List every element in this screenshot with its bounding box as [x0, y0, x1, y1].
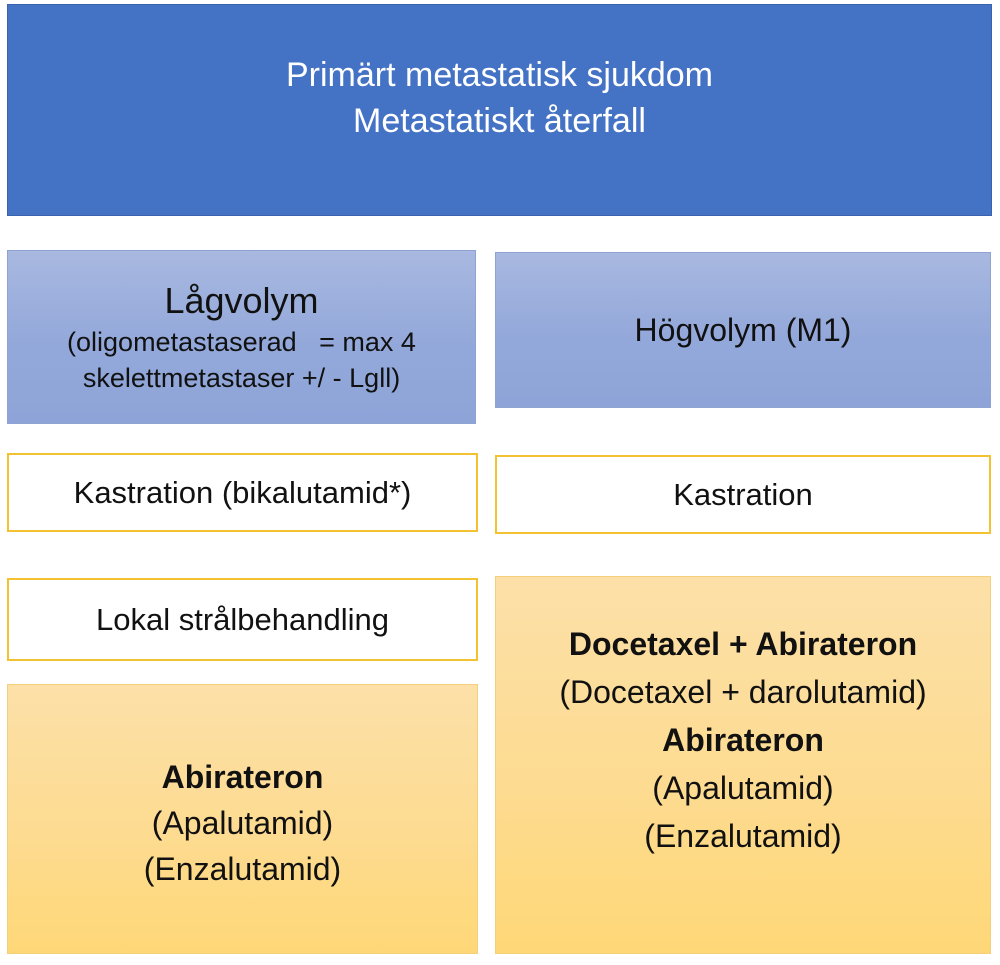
treatment-left-alt-1: (Apalutamid)	[151, 805, 334, 841]
header-box	[7, 4, 992, 216]
low-volume-detail-2: skelettmetastaser +/ - Lgll)	[82, 363, 401, 393]
treatment-right-primary-2: Abirateron	[662, 722, 824, 758]
high-volume-box	[495, 252, 991, 408]
low-volume-detail-1: (oligometastaserad = max 4	[67, 327, 416, 357]
treatment-left-box	[7, 684, 478, 954]
low-volume-box	[7, 250, 476, 424]
low-volume-title: Lågvolym	[164, 280, 319, 321]
radiotherapy-box	[7, 578, 478, 661]
treatment-right-primary-1: Docetaxel + Abirateron	[568, 626, 918, 662]
treatment-right-box	[495, 576, 991, 954]
treatment-left-alt-2: (Enzalutamid)	[143, 851, 342, 887]
castration-right-box	[495, 455, 991, 534]
treatment-right-alt-3: (Enzalutamid)	[644, 818, 842, 854]
radiotherapy-label: Lokal strålbehandling	[96, 601, 389, 637]
castration-left-box	[7, 453, 478, 532]
treatment-right-alt-2: (Apalutamid)	[652, 770, 834, 806]
high-volume-title: Högvolym (M1)	[634, 311, 852, 348]
treatment-left-primary: Abirateron	[161, 759, 324, 795]
castration-right-label: Kastration	[673, 476, 813, 512]
header-line-2: Metastatiskt återfall	[353, 102, 646, 140]
treatment-right-alt-1: (Docetaxel + darolutamid)	[559, 674, 927, 710]
castration-left-label: Kastration (bikalutamid*)	[73, 474, 412, 510]
header-line-1: Primärt metastatisk sjukdom	[286, 56, 713, 94]
